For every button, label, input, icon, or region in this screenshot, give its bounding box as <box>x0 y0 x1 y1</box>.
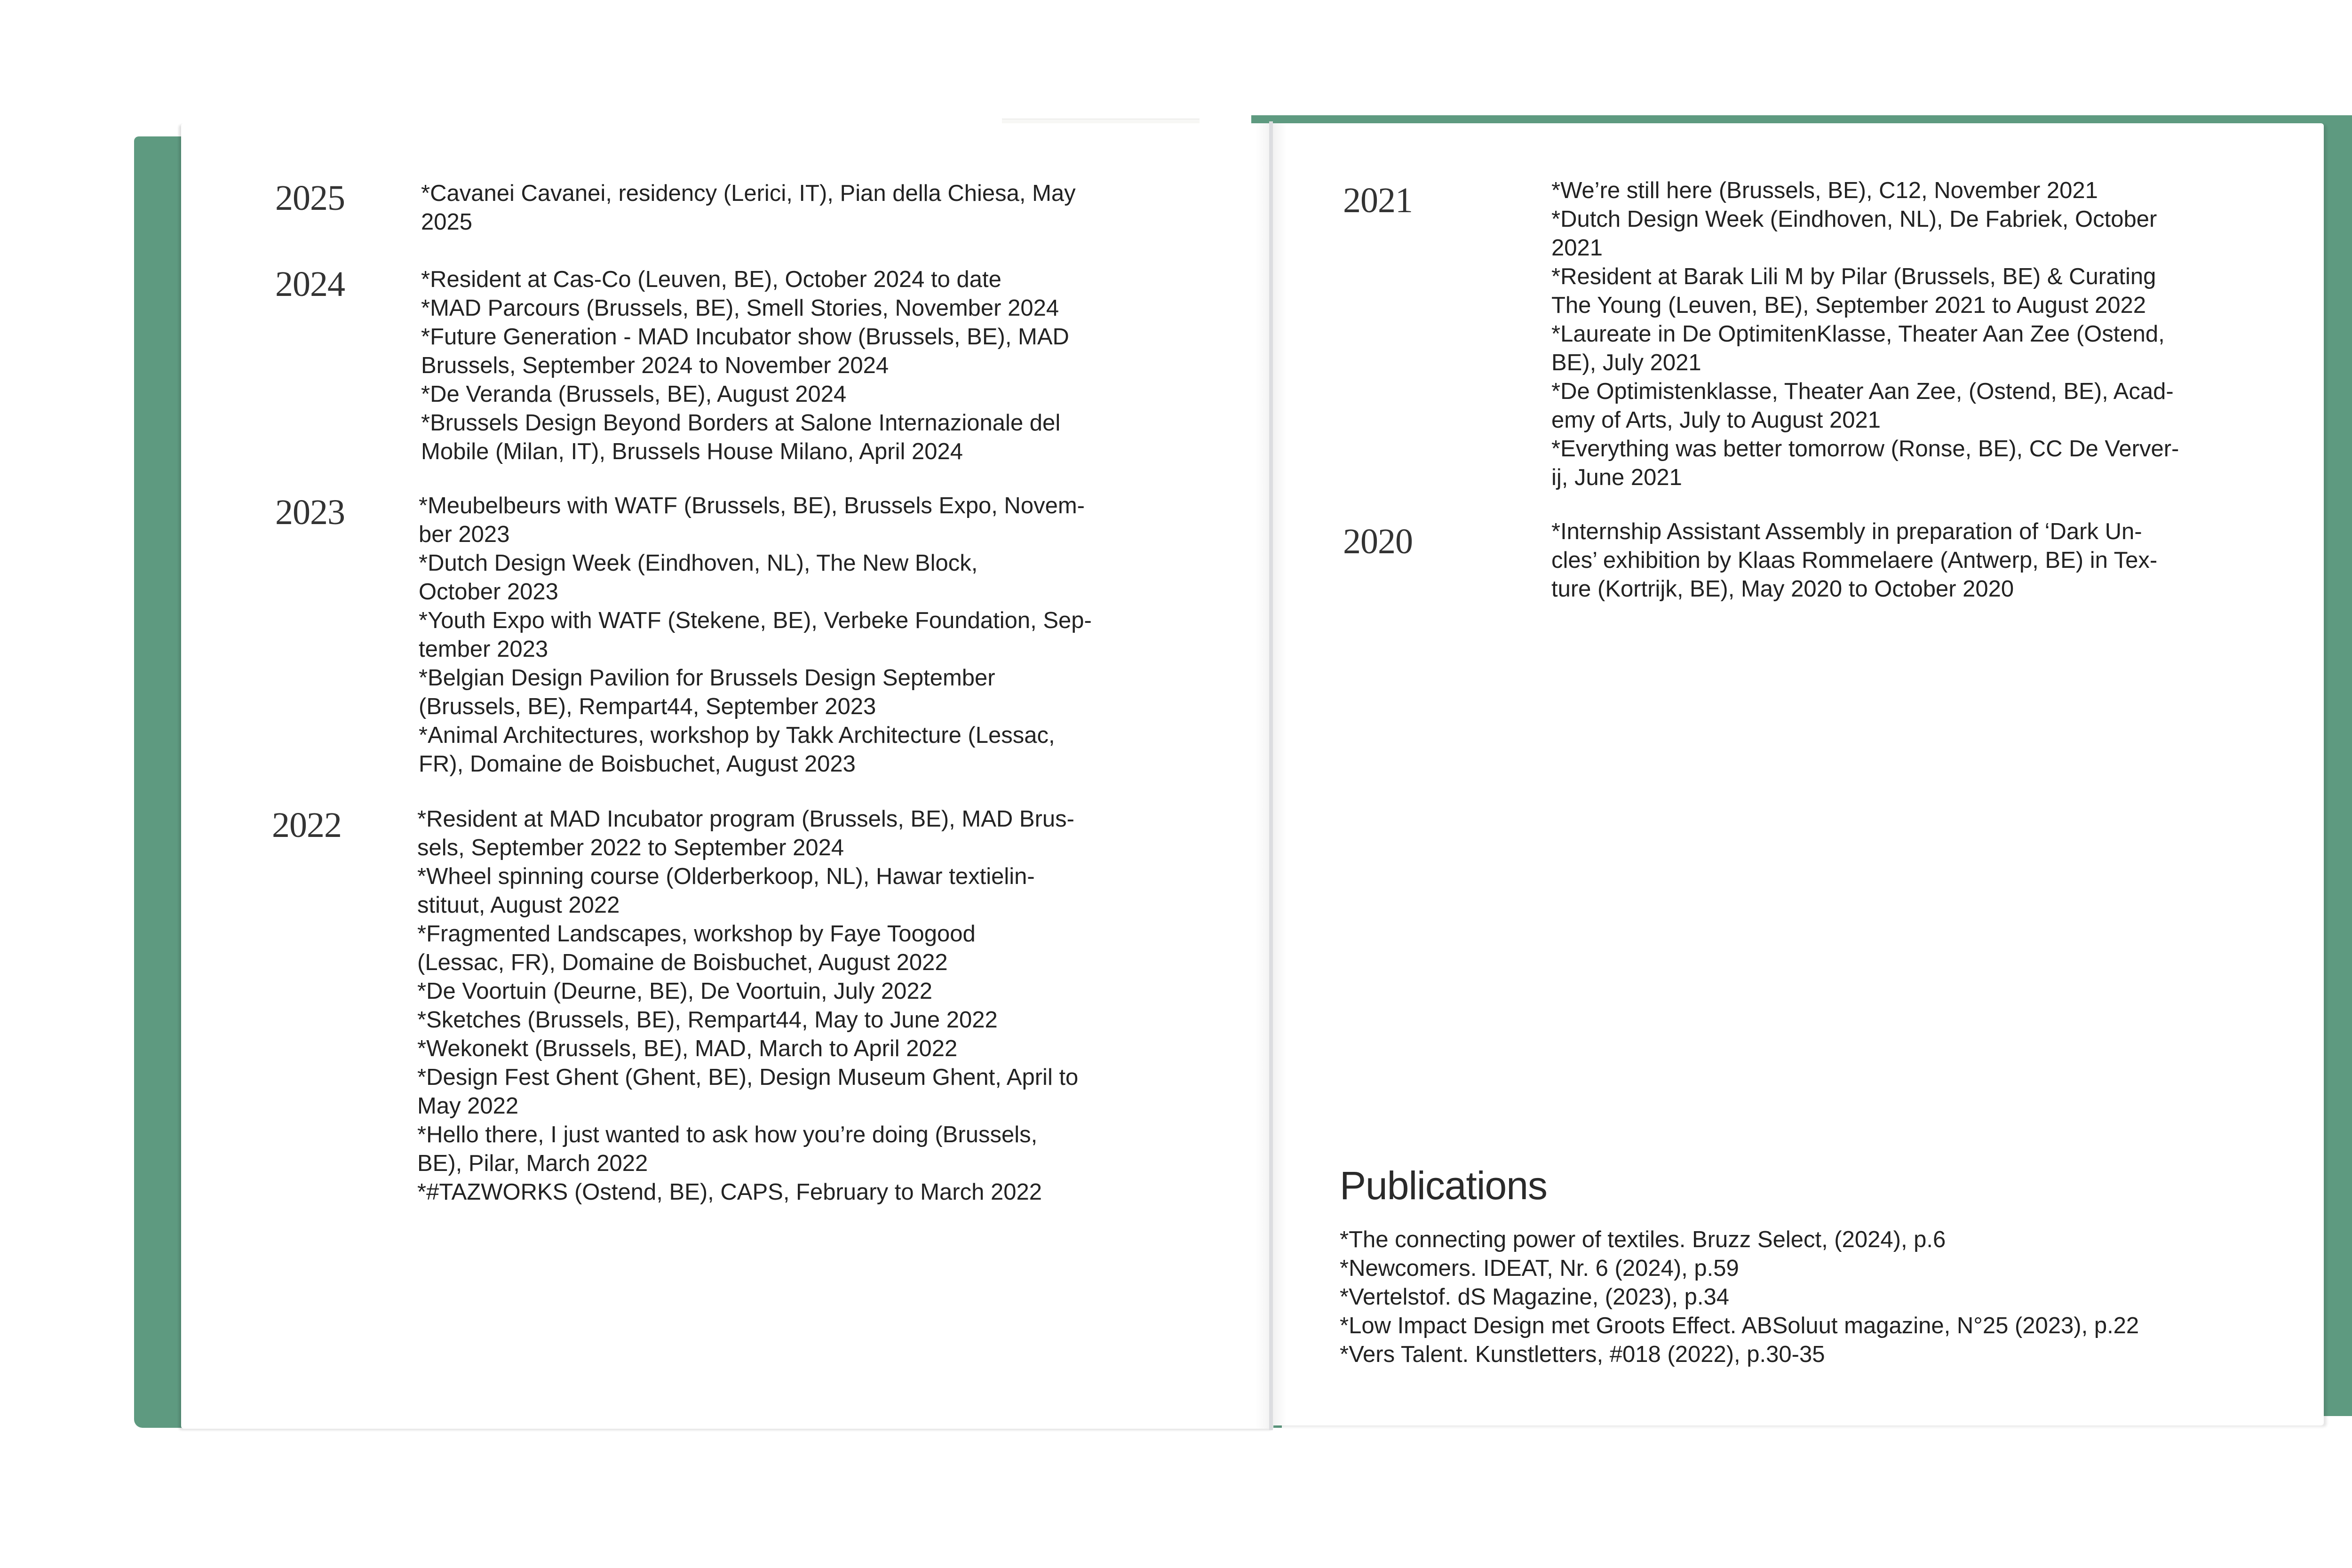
entry-line: *Hello there, I just wanted to ask how you’re doing (Brussels, <box>417 1122 1038 1147</box>
entry-line: (Lessac, FR), Domaine de Boisbuchet, August 2022 <box>417 950 948 975</box>
publications-heading: Publications <box>1340 1163 1547 1208</box>
entry-line: Mobile (Milan, IT), Brussels House Milano, April 2024 <box>421 439 963 464</box>
entry-line: *Everything was better tomorrow (Ronse, BE), CC De Verver- <box>1551 436 2179 462</box>
publication-item: *The connecting power of textiles. Bruzz Select, (2024), p.6 <box>1340 1227 1946 1252</box>
entry-line: *De Voortuin (Deurne, BE), De Voortuin, July 2022 <box>417 979 932 1004</box>
entry-line: *Sketches (Brussels, BE), Rempart44, May to June 2022 <box>417 1007 998 1033</box>
entry-line: *Cavanei Cavanei, residency (Lerici, IT), Pian della Chiesa, May <box>421 181 1076 206</box>
entry-line: FR), Domaine de Boisbuchet, August 2023 <box>419 751 856 777</box>
entry-line: emy of Arts, July to August 2021 <box>1551 407 1881 433</box>
year-entries <box>1551 176 2179 492</box>
year-label: 2024 <box>275 264 345 304</box>
entry-line: The Young (Leuven, BE), September 2021 to August 2022 <box>1551 293 2146 318</box>
entry-line: *De Optimistenklasse, Theater Aan Zee, (Ostend, BE), Acad- <box>1551 379 2174 404</box>
entry-line: *Future Generation - MAD Incubator show (Brussels, BE), MAD <box>421 324 1069 350</box>
year-entries <box>419 492 1092 779</box>
entry-line: *Resident at Barak Lili M by Pilar (Brussels, BE) & Curating <box>1551 264 2156 289</box>
entry-line: *Internship Assistant Assembly in preparation of ‘Dark Un- <box>1551 519 2142 544</box>
entry-line: BE), Pilar, March 2022 <box>417 1151 648 1176</box>
entry-line: ij, June 2021 <box>1551 465 1682 490</box>
year-label: 2020 <box>1343 522 1413 561</box>
entry-line: October 2023 <box>419 579 558 605</box>
entry-line: sels, September 2022 to September 2024 <box>417 835 844 860</box>
entry-line: *Wekonekt (Brussels, BE), MAD, March to April 2022 <box>417 1036 958 1061</box>
entry-line: *Dutch Design Week (Eindhoven, NL), De Fabriek, October <box>1551 207 2157 232</box>
entry-line: *De Veranda (Brussels, BE), August 2024 <box>421 382 847 407</box>
entry-line: *Fragmented Landscapes, workshop by Faye Toogood <box>417 921 976 947</box>
entry-line: *Laureate in De OptimitenKlasse, Theater Aan Zee (Ostend, <box>1551 321 2165 347</box>
year-label: 2022 <box>272 805 342 845</box>
entry-line: ber 2023 <box>419 522 510 547</box>
year-entries <box>421 179 1076 237</box>
entry-line: *Brussels Design Beyond Borders at Salone Internazionale del <box>421 410 1061 436</box>
entry-line: cles’ exhibition by Klaas Rommelaere (Antwerp, BE) in Tex- <box>1551 548 2158 573</box>
entry-line: (Brussels, BE), Rempart44, September 2023 <box>419 694 876 719</box>
publication-item: *Low Impact Design met Groots Effect. ABSoluut magazine, N°25 (2023), p.22 <box>1340 1313 2139 1338</box>
publication-item: *Vertelstof. dS Magazine, (2023), p.34 <box>1340 1284 1730 1310</box>
entry-line: *Belgian Design Pavilion for Brussels Design September <box>419 665 995 691</box>
entry-line: Brussels, September 2024 to November 2024 <box>421 353 889 378</box>
entry-line: *Resident at Cas-Co (Leuven, BE), October 2024 to date <box>421 267 1001 292</box>
entry-line: *Resident at MAD Incubator program (Brussels, BE), MAD Brus- <box>417 806 1074 832</box>
entry-line: *Animal Architectures, workshop by Takk Architecture (Lessac, <box>419 723 1055 748</box>
publications-list <box>1340 1226 2139 1369</box>
year-label: 2025 <box>275 178 345 218</box>
entry-line: *We’re still here (Brussels, BE), C12, November 2021 <box>1551 178 2098 203</box>
publication-item: *Newcomers. IDEAT, Nr. 6 (2024), p.59 <box>1340 1256 1739 1281</box>
year-entries <box>417 805 1078 1207</box>
year-label: 2023 <box>275 493 345 532</box>
book-gutter <box>1269 121 1273 1430</box>
year-label: 2021 <box>1343 181 1413 220</box>
entry-line: *MAD Parcours (Brussels, BE), Smell Stories, November 2024 <box>421 295 1059 321</box>
year-entries <box>421 265 1069 466</box>
entry-line: stituut, August 2022 <box>417 892 620 918</box>
entry-line: *Youth Expo with WATF (Stekene, BE), Verbeke Foundation, Sep- <box>419 608 1092 633</box>
entry-line: *Design Fest Ghent (Ghent, BE), Design Museum Ghent, April to <box>417 1065 1079 1090</box>
year-entries <box>1551 517 2157 604</box>
publication-item: *Vers Talent. Kunstletters, #018 (2022), p.30-35 <box>1340 1342 1825 1367</box>
entry-line: *Wheel spinning course (Olderberkoop, NL), Hawar textielin- <box>417 864 1035 889</box>
entry-line: *#TAZWORKS (Ostend, BE), CAPS, February to March 2022 <box>417 1179 1042 1205</box>
entry-line: BE), July 2021 <box>1551 350 1701 375</box>
entry-line: *Meubelbeurs with WATF (Brussels, BE), Brussels Expo, Novem- <box>419 493 1085 518</box>
entry-line: May 2022 <box>417 1093 519 1119</box>
entry-line: 2025 <box>421 209 473 235</box>
entry-line: *Dutch Design Week (Eindhoven, NL), The New Block, <box>419 550 978 576</box>
entry-line: ture (Kortrijk, BE), May 2020 to October 2020 <box>1551 576 2014 602</box>
entry-line: 2021 <box>1551 235 1603 261</box>
entry-line: tember 2023 <box>419 637 548 662</box>
